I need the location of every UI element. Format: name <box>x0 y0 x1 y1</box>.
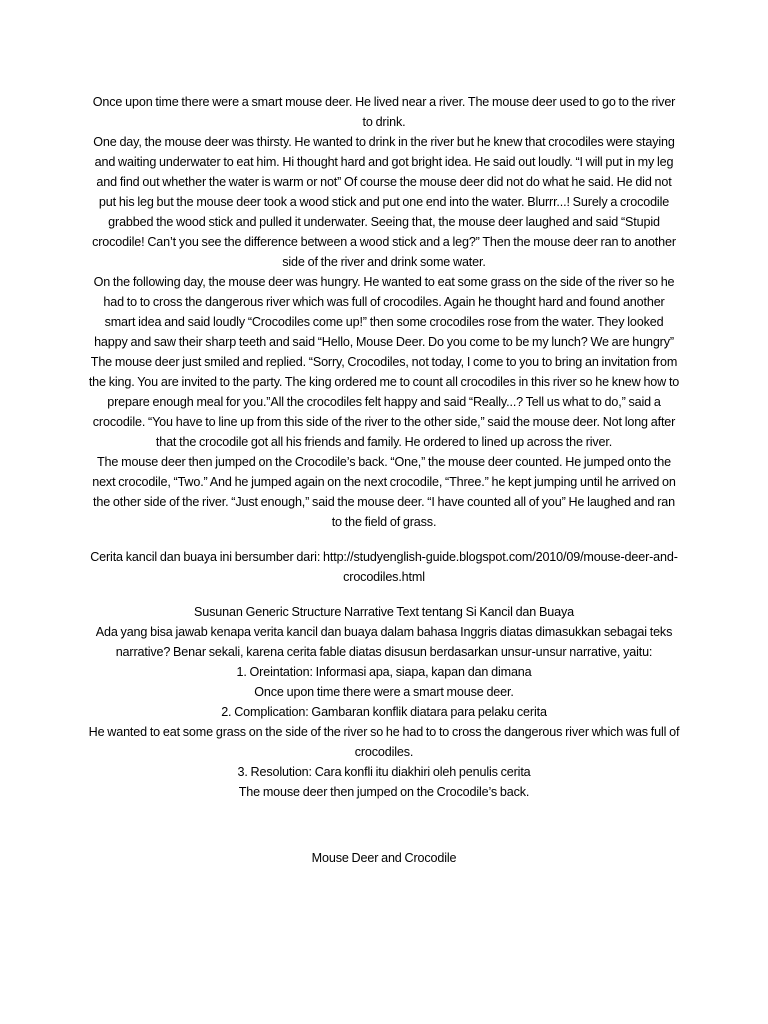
story-paragraph-1: Once upon time there were a smart mouse deer. He lived near a river. The mouse deer used to go to the river to drink. <box>92 95 676 129</box>
complication-example: He wanted to eat some grass on the side of the river so he had to to cross the dangerous river which was full of crocodiles. <box>88 725 680 759</box>
story-paragraph-2: One day, the mouse deer was thirsty. He wanted to drink in the river but he knew that crocodiles were staying and waiting underwater to eat him. Hi thought hard and got bright idea. He said out loudly. “I will put in my leg and find out whether the water is warm or not” Of course the mouse deer did not do what he said. He did not put his leg but the mouse deer took a wood stick and put one end into the water. Blurrr...! Surely a crocodile grabbed the wood stick and pulled it underwater. Seeing that, the mouse deer laughed and said “Stupid crocodile! Can’t you see the difference between a wood stick and a leg?” Then the mouse deer ran to another side of the river and drink some water. <box>92 135 676 269</box>
structure-intro: Ada yang bisa jawab kenapa verita kancil dan buaya dalam bahasa Inggris diatas dimasukkan sebagai teks narrative? Benar sekali, karena cerita fable diatas disusun berdasarkan unsur-unsur narrative, yaitu: <box>95 625 673 659</box>
resolution-label: 3. Resolution: Cara konfli itu diakhiri oleh penulis cerita <box>237 765 531 779</box>
orientation-example: Once upon time there were a smart mouse deer. <box>254 685 514 699</box>
structure-heading: Susunan Generic Structure Narrative Text tentang Si Kancil dan Buaya <box>194 605 574 619</box>
spacer <box>88 802 680 848</box>
resolution-example: The mouse deer then jumped on the Crocodile’s back. <box>238 785 530 799</box>
next-section-title: Mouse Deer and Crocodile <box>311 851 457 865</box>
story-paragraph-4: The mouse deer then jumped on the Crocodile’s back. “One,” the mouse deer counted. He jumped onto the next crocodile, “Two.” And he jumped again on the next crocodile, “Three.” he kept jumping until he arrived on the other side of the river. “Just enough,” said the mouse deer. “I have counted all of you” He laughed and ran to the field of grass. <box>92 455 676 529</box>
spacer <box>88 587 680 602</box>
source-note: Cerita kancil dan buaya ini bersumber dari: http://studyenglish-guide.blogspot.com/2010/09/mouse-deer-and-crocodiles.html <box>90 550 678 584</box>
complication-label: 2. Complication: Gambaran konflik diatara para pelaku cerita <box>221 705 547 719</box>
story-paragraph-3: On the following day, the mouse deer was hungry. He wanted to eat some grass on the side of the river so he had to to cross the dangerous river which was full of crocodiles. Again he thought hard and found another smart idea and said loudly “Crocodiles come up!” then some crocodiles rose from the water. They looked happy and saw their sharp teeth and said “Hello, Mouse Deer. Do you come to be my lunch? We are hungry” The mouse deer just smiled and replied. “Sorry, Crocodiles, not today, I come to you to bring an invitation from the king. You are invited to the party. The king ordered me to count all crocodiles in this river so he knew how to prepare enough meal for you.”All the crocodiles felt happy and said “Really...? Tell us what to do,” said a crocodile. “You have to line up from this side of the river to the other side,” said the mouse deer. Not long after that the crocodile got all his friends and family. He ordered to lined up across the river. <box>88 275 680 449</box>
spacer <box>88 532 680 547</box>
orientation-label: 1. Oreintation: Informasi apa, siapa, kapan dan dimana <box>236 665 532 679</box>
